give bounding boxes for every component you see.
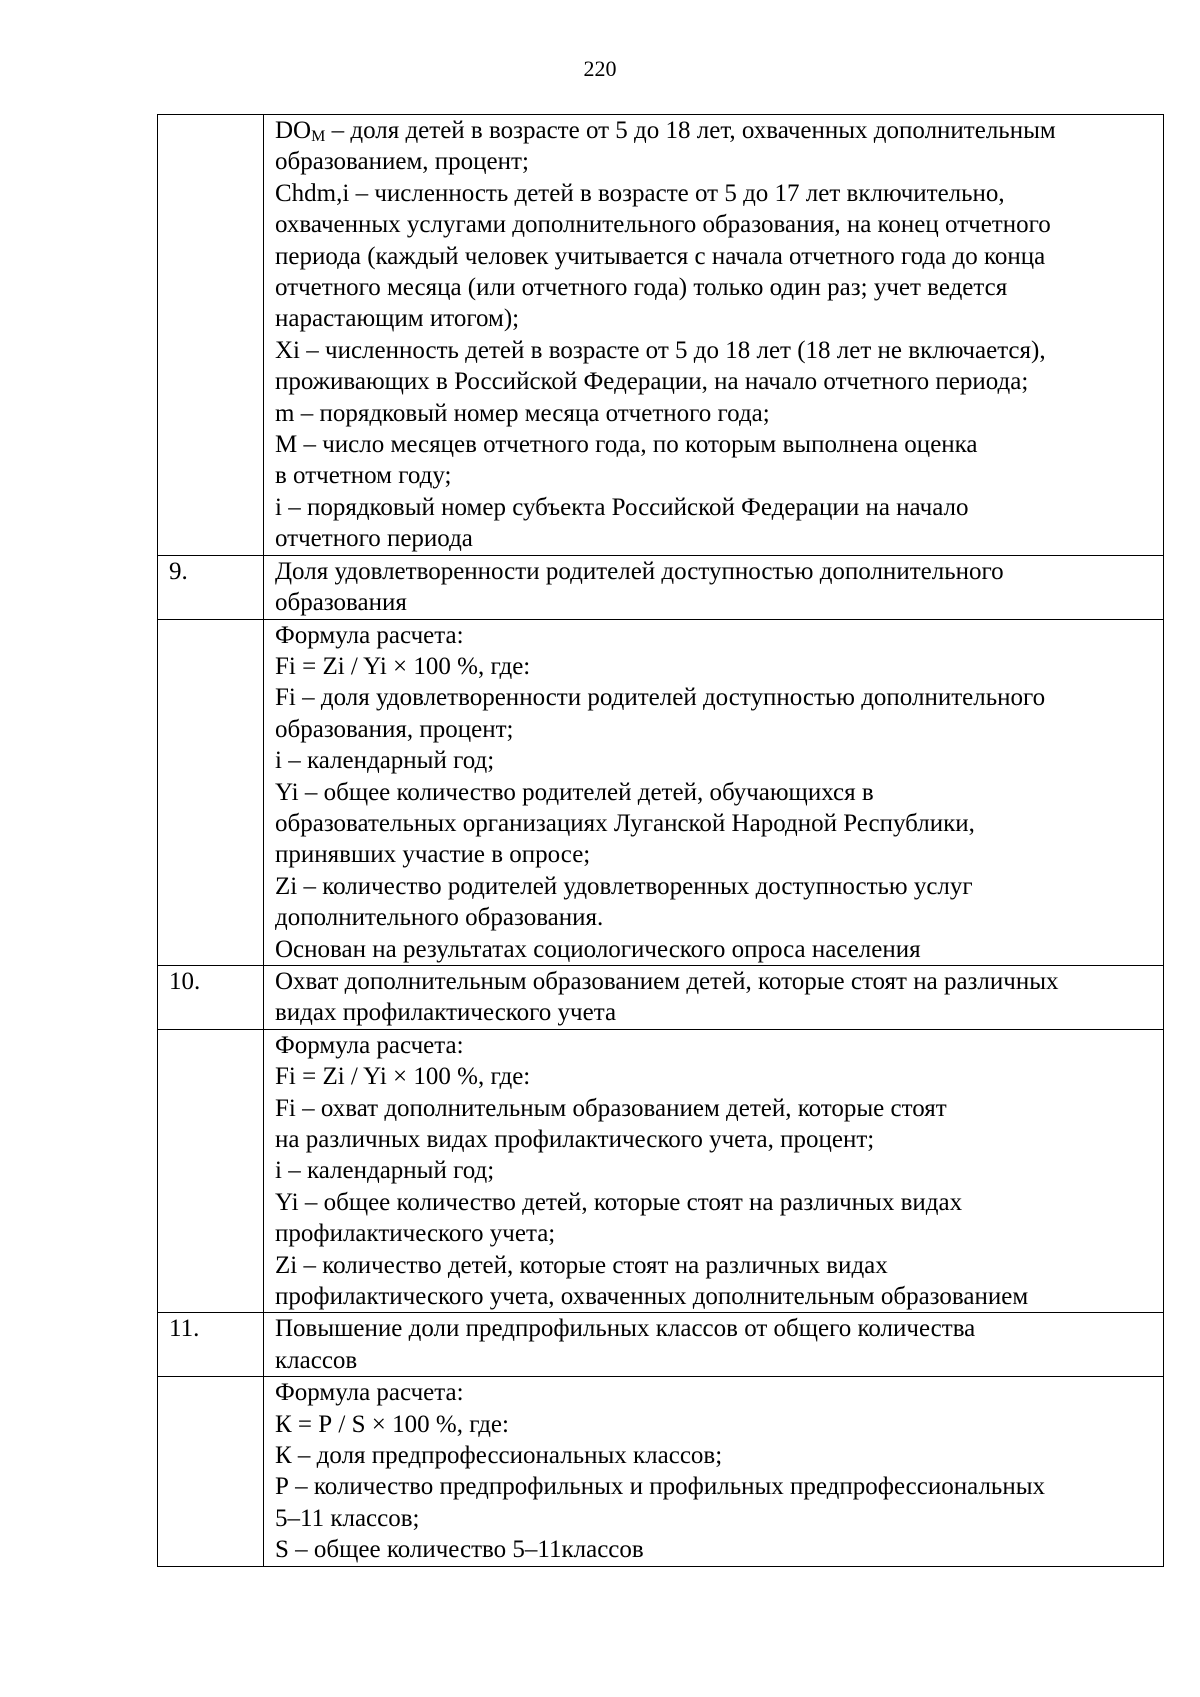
indicator-title-line: Охват дополнительным образованием детей, которые стоят на различных (275, 967, 1059, 995)
row-number-cell: 9. (158, 555, 264, 619)
formula-line: Yi – общее количество детей, которые стоят на различных видах (275, 1188, 963, 1216)
row-number-cell (158, 1029, 264, 1313)
text-line: i – порядковый номер субъекта Российской Федерации на начало (275, 493, 969, 521)
text-line: Chdm,i – численность детей в возрасте от 5 до 17 лет включительно, (275, 179, 1005, 207)
row-number-cell (158, 1377, 264, 1566)
formula-line: К = Р / S × 100 %, где: (275, 1410, 509, 1438)
indicator-title-line: классов (275, 1346, 358, 1374)
formula-line: Fi – доля удовлетворенности родителей доступностью дополнительного (275, 684, 1046, 712)
formula-line: S – общее количество 5–11классов (275, 1536, 644, 1564)
text-line: охваченных услугами дополнительного образования, на конец отчетного (275, 211, 1051, 239)
indicator-title-line: видах профилактического учета (275, 999, 617, 1027)
formula-line: профилактического учета, охваченных дополнительным образованием (275, 1283, 1029, 1311)
formula-line: Р – количество предпрофильных и профильных предпрофессиональных (275, 1473, 1045, 1501)
formula-line: принявших участие в опросе; (275, 841, 591, 869)
indicator-title-cell (264, 555, 1164, 619)
formula-line: Zi – количество детей, которые стоят на различных видах (275, 1251, 888, 1279)
text-line: образованием, процент; (275, 148, 529, 176)
table-row (158, 115, 1164, 556)
page-number: 220 (583, 56, 617, 81)
table-row (158, 619, 1164, 965)
formula-line: Формула расчета: (275, 1379, 464, 1407)
text-line: Xi – численность детей в возрасте от 5 до 18 лет (18 лет не включается), (275, 336, 1046, 364)
formula-line: Формула расчета: (275, 1031, 464, 1059)
indicator-title-line: Повышение доли предпрофильных классов от общего количества (275, 1315, 976, 1343)
row-number-cell (158, 619, 264, 965)
dom-subscript: M (311, 128, 326, 145)
text-line: m – порядковый номер месяца отчетного года; (275, 399, 770, 427)
text-line: M – число месяцев отчетного года, по которым выполнена оценка (275, 431, 978, 459)
definition-cell (264, 115, 1164, 556)
indicator-table (157, 114, 1164, 1567)
dom-symbol: DO (275, 117, 312, 144)
indicator-title-cell (264, 965, 1164, 1029)
formula-line: Zi – количество родителей удовлетворенных доступностью услуг (275, 872, 973, 900)
dom-definition-line (275, 115, 1155, 146)
formula-line: дополнительного образования. (275, 904, 604, 932)
row-number-cell: 11. (158, 1313, 264, 1377)
formula-cell (264, 1377, 1164, 1566)
indicator-title-line: образования (275, 589, 407, 617)
dom-definition-text: – доля детей в возрасте от 5 до 18 лет, охваченных дополнительным (325, 117, 1056, 144)
text-line: периода (каждый человек учитывается с начала отчетного года до конца (275, 242, 1046, 270)
text-line: в отчетном году; (275, 462, 452, 490)
formula-line: Yi – общее количество родителей детей, обучающихся в (275, 778, 874, 806)
text-line: отчетного месяца (или отчетного года) только один раз; учет ведется (275, 274, 1008, 302)
formula-line: Основан на результатах социологического опроса населения (275, 935, 921, 963)
formula-line: Fi = Zi / Yi × 100 %, где: (275, 652, 531, 680)
formula-line: i – календарный год; (275, 747, 495, 775)
table-row (158, 1313, 1164, 1377)
formula-line: Fi = Zi / Yi × 100 %, где: (275, 1063, 531, 1091)
table-row (158, 555, 1164, 619)
indicator-title-cell (264, 1313, 1164, 1377)
text-line: отчетного периода (275, 525, 473, 553)
formula-line: профилактического учета; (275, 1220, 556, 1248)
formula-line: i – календарный год; (275, 1157, 495, 1185)
formula-cell (264, 619, 1164, 965)
table-row (158, 965, 1164, 1029)
formula-line: К – доля предпрофессиональных классов; (275, 1442, 723, 1470)
formula-line: образовательных организациях Луганской Народной Республики, (275, 809, 975, 837)
formula-line: 5–11 классов; (275, 1504, 420, 1532)
table-row (158, 1029, 1164, 1313)
formula-line: Формула расчета: (275, 621, 464, 649)
text-line: нарастающим итогом); (275, 305, 520, 333)
text-line: проживающих в Российской Федерации, на начало отчетного периода; (275, 368, 1029, 396)
formula-line: Fi – охват дополнительным образованием детей, которые стоят (275, 1094, 947, 1122)
indicator-title-line: Доля удовлетворенности родителей доступностью дополнительного (275, 557, 1004, 585)
row-number-cell: 10. (158, 965, 264, 1029)
table-row (158, 1377, 1164, 1566)
formula-line: на различных видах профилактического учета, процент; (275, 1126, 875, 1153)
formula-line: образования, процент; (275, 715, 514, 743)
row-number-cell (158, 115, 264, 556)
formula-cell (264, 1029, 1164, 1313)
